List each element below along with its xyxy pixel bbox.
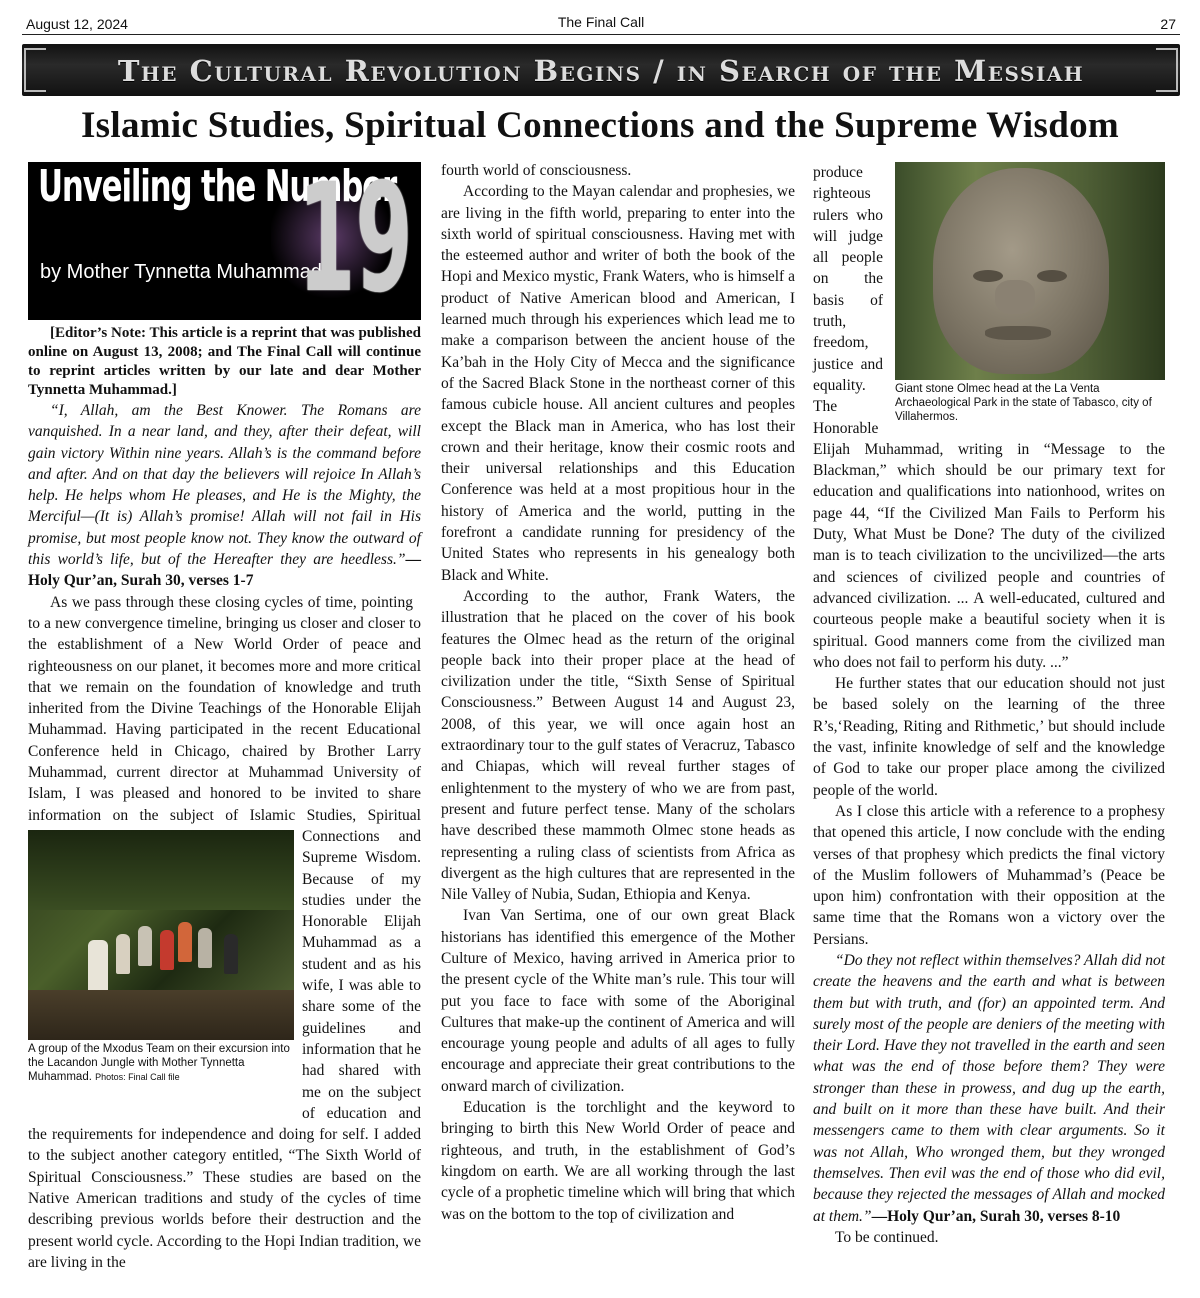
ornament-left-icon bbox=[24, 48, 46, 92]
column-logo bbox=[28, 162, 421, 320]
olmec-head-photo bbox=[895, 162, 1165, 380]
opening-quote bbox=[28, 400, 421, 592]
photo-caption: Giant stone Olmec head at the La Venta Archaeological Park in the state of Tabasco, city of Villahermos. bbox=[895, 383, 1152, 423]
section-banner-text: The Cultural Revolution Begins / in Search of the Messiah bbox=[117, 54, 1085, 88]
page-header bbox=[22, 14, 1180, 35]
continuation-note: To be continued. bbox=[835, 1228, 939, 1246]
closing-quote-source: —Holy Qur’an, Surah 30, verses 8-10 bbox=[871, 1207, 1121, 1225]
body-text: As we pass through these closing cycles of time, pointing to a new convergence timeline, bringing us closer and closer to the establishment of a New World Order of peace and righteousness on our planet, it becomes more and more critical that we remain on the foundation of knowledge and truth inherited from the Divine Teachings of the Honorable Elijah Muhammad. Having participated in the recent Educational Conference held in Chicago, chaired by Brother Larry Muhammad, current director at Muhammad University of Islam, I was pleased and honored to be invited to share information on the subject of Islamic Studies, Spiritual Connections and Supreme Wisdom. Because of my studies under the Honorable Elijah Muhammad as a student and as his wife, I was able to share some of the guidelines and information that he had shared with me on the subject of education and the requirements for independence and doing for self. I added to the subject another category entitled, “The Sixth World of Spiritual Consciousness.” These studies are based on the Native American traditions and study of the cycles of time describing previous worlds before their destruction and the present world cycle. According to the Hopi Indian tradition, we are living in the bbox=[28, 593, 421, 1271]
photo-jungle-excursion bbox=[28, 830, 294, 1084]
photo-credit: Photos: Final Call file bbox=[95, 1072, 180, 1082]
editors-note: [Editor’s Note: This article is a reprint that was published online on August 13, 2008; and The Final Call will continue to reprint articles written by our late and dear Mother Tynnetta Muhammad.] bbox=[28, 325, 421, 398]
jungle-group-photo bbox=[28, 830, 294, 1040]
body-paragraph: Education is the torchlight and the keyword to bringing to birth this New World Order of peace and righteous, and truth, in the establishment of God’s kingdom on earth. We are all working through the last cycle of a prophetic timeline which will bring that which was on the bottom to the top of civilization and bbox=[441, 1099, 795, 1223]
closing-quote bbox=[813, 950, 1165, 1227]
body-paragraph: According to the author, Frank Waters, the illustration that he placed on the cover of his book features the Olmec head as the return of the original people back into their proper place at the head of civilization under the title, “Sixth Sense of Spiritual Consciousness.” Between August 14 and August 23, 2008, of this year, we will once again host an extraordinary tour to the gulf states of Veracruz, Tabasco and Chiapas, which will reveal further stages of enlightenment to the mystery of who we are from past, present and future perfect tense. Many of the scholars have described these mammoth Olmec stone heads as representing a ruling class of scientists from Africa as divergent as the high cultures that are represented in the Nile Valley of Nubia, Sudan, Ethiopia and Kenya. bbox=[441, 587, 795, 904]
body-paragraph: He further states that our education should not just be based solely on the learning of the three R’s,‘Reading, Riting and Rithmetic,’ but should include the vast, infinite knowledge of self and the knowledge of God to take our proper place among the civilized people of the world. bbox=[813, 675, 1165, 799]
photo-olmec-head bbox=[895, 162, 1165, 424]
issue-date: August 12, 2024 bbox=[26, 16, 128, 32]
publication-name: The Final Call bbox=[557, 14, 645, 30]
column-logo-number: 19 bbox=[298, 162, 413, 320]
closing-quote-text: “Do they not reflect within themselves? Allah did not create the heavens and the earth and what is between them but with truth, and (for) an appointed term. And surely most of the people are deniers of the meeting with their Lord. Have they not travelled in the earth and seen what was the end of those before them? They were stronger than these in prowess, and dug up the earth, and built on it more than these have built. And their messengers came to them with clear arguments. So it was not Allah, Who wronged them, but they wronged themselves. Then evil was the end of those who did evil, because they rejected the messages of Allah and mocked at them.” bbox=[813, 951, 1165, 1225]
body-paragraph: Ivan Van Sertima, one of our own great Black historians has identified this emergence of the Mother Culture of Mexico, having arrived in America prior to the present cycle of the White man’s rule. This tour will put you face to face with some of the Aboriginal Cultures that make-up the continent of America and will encourage young people and adults of all ages to fully encourage and appreciate their great contributions to the onward march of civilization. bbox=[441, 907, 795, 1095]
section-banner bbox=[22, 44, 1180, 96]
body-paragraph: According to the Mayan calendar and prophesies, we are living in the fifth world, preparing to enter into the sixth world of spiritual consciousness. Having met with the esteemed author and writer of both the book of the Hopi and Mexico mystic, Frank Waters, who is himself a product of Native American blood and American, I learned much through his experiences which lead me to make a comparison between the ancient house of the Ka’bah in the Holy City of Mecca and the significance of the Sacred Black Stone in the northeast corner of this famous cubicle house. All ancient cultures and peoples except the Black man in America, who has lost their crown and their heritage, know their cosmic roots and their universal relationships and this Education Conference was held at a most propitious hour in the history of America and the world, putting in the forefront a candidate running for presidency of the United States who represents in his genealogy both Black and White. bbox=[441, 183, 795, 584]
column-3 bbox=[813, 162, 1165, 1248]
ornament-right-icon bbox=[1156, 48, 1178, 92]
article-headline: Islamic Studies, Spiritual Connections and the Supreme Wisdom bbox=[80, 105, 1120, 146]
opening-quote-source: —Holy Qur’an, Surah 30, verses 1-7 bbox=[28, 551, 421, 590]
page-number: 27 bbox=[1160, 16, 1176, 32]
column-2 bbox=[441, 160, 795, 1225]
opening-quote-text: “I, Allah, am the Best Knower. The Romans are vanquished. In a near land, and they, after their defeat, will gain victory Within nine years. Allah’s is the command before and after. And on that day the believers will rejoice In Allah’s help. He helps whom He pleases, and He is the Mighty, the Merciful—(It is) Allah’s promise! Allah will not fail in His promise, but most people know not. They know the outward of this world’s life, but of the Hereafter they are heedless.” bbox=[28, 402, 421, 569]
column-1 bbox=[28, 162, 421, 1273]
body-paragraph: As I close this article with a reference to a prophesy that opened this article, I now conclude with the ending verses of that prophesy which predicts the final victory of the Muslim followers of Muhammad’s (Peace be upon him) confrontation with their opposition at the same time that the Romans won a victory over the Persians. bbox=[813, 802, 1165, 948]
column-logo-byline: by Mother Tynnetta Muhammad bbox=[40, 261, 322, 283]
column-logo-title: Unveiling the Number bbox=[38, 162, 397, 212]
body-paragraph: fourth world of consciousness. bbox=[441, 162, 632, 179]
photo-caption: A group of the Mxodus Team on their excursion into the Lacandon Jungle with Mother Tynnetta Muhammad. Photos: Final Call file bbox=[28, 1043, 290, 1083]
body-paragraph: produce righteous rulers who will judge all people on the basis of truth, freedom, justice and equality. The Honorable Elijah Muhammad, writing in “Message to the Blackman,” which should be our primary text for education and qualifications into nationhood, writes on page 44, “If the Civilized Man Fails to Perform his Duty, What Must be Done? The duty of the civilized man is to teach civilization to the uncivilized—the arts and sciences of civilized people and countries of advanced civilization. ... A well-educated, cultured and courteous people make a beautiful society when it is spiritual. Good manners come from the civilized man who does not fail to perform his duty. ...” bbox=[813, 164, 1165, 671]
